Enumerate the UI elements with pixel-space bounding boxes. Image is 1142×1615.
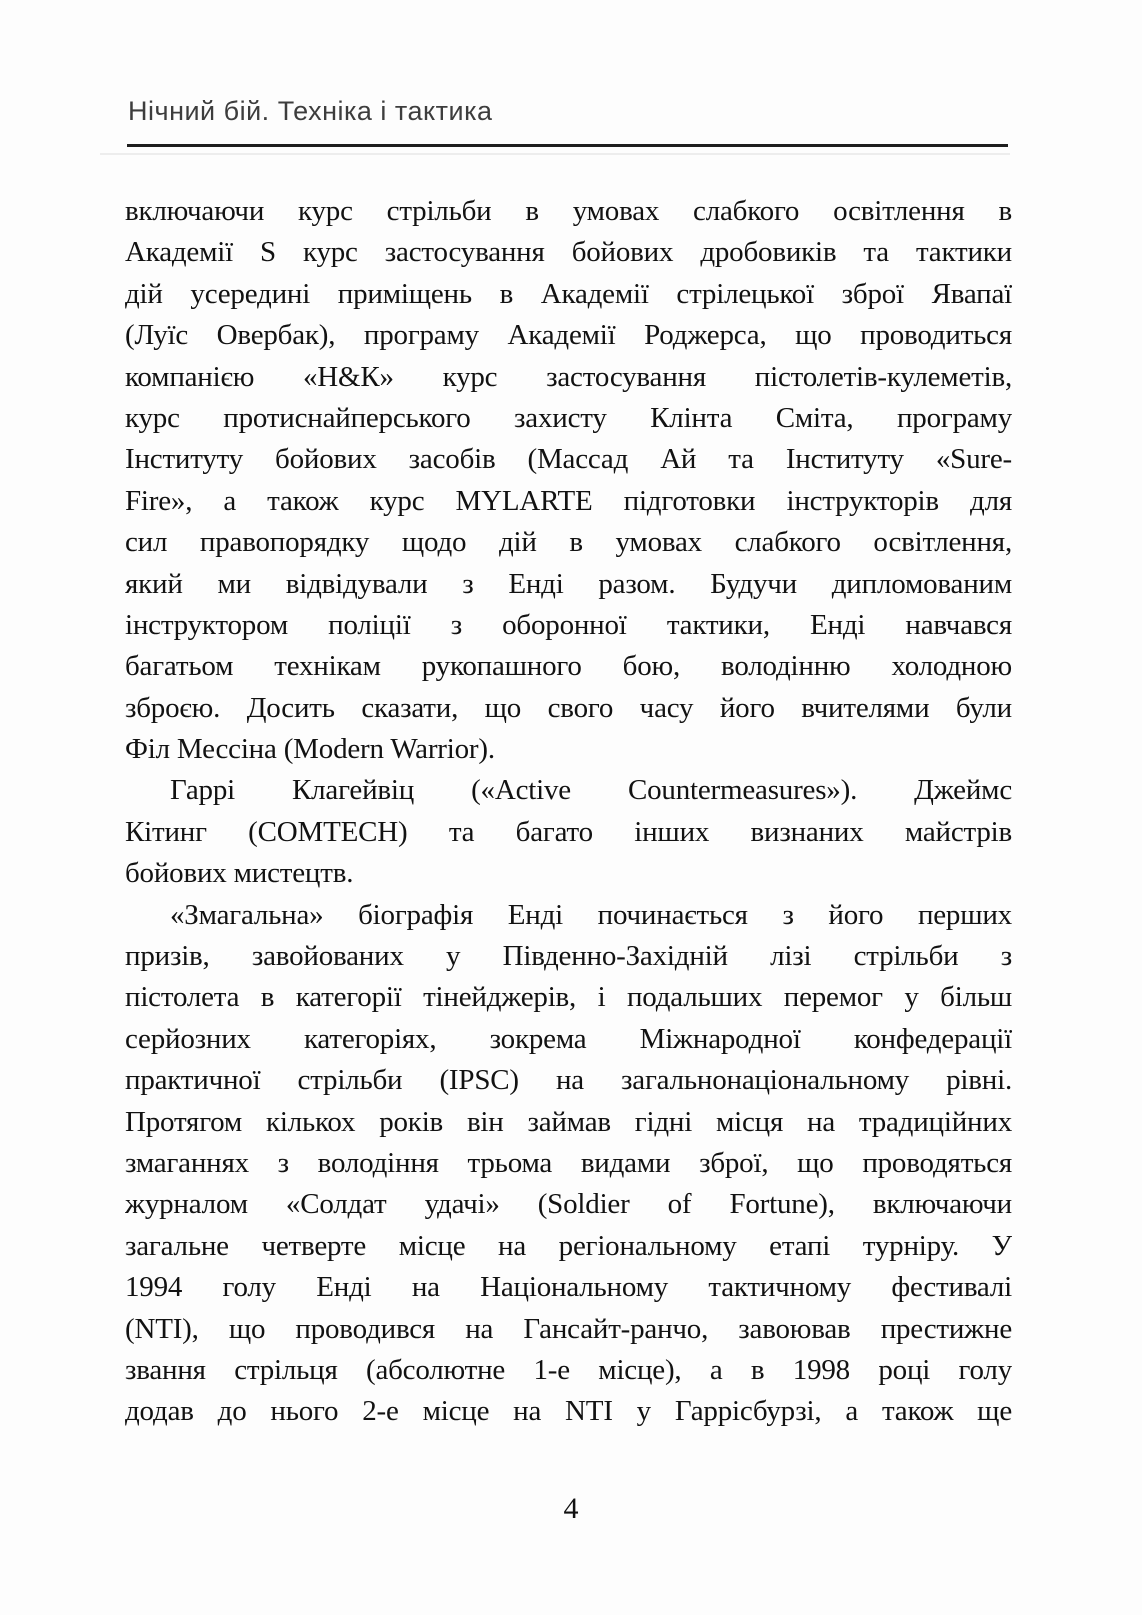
text-line: компанією «Н&К» курс застосування пістолетів-кулеметів, <box>125 360 1012 393</box>
text-line: бойових мистецтв. <box>125 857 354 890</box>
body-text <box>125 191 1012 1433</box>
text-line: журналом «Солдат удачі» (Soldier of Fortune), включаючи <box>125 1188 1012 1221</box>
paragraph <box>125 191 1012 770</box>
text-line: Протягом кількох років він займав гідні місця на традиційних <box>125 1105 1012 1138</box>
header-rule <box>127 144 1008 147</box>
text-line: Кітинг (COMTECH) та багато інших визнаних майстрів <box>125 815 1012 848</box>
text-line: який ми відвідували з Енді разом. Будучи дипломованим <box>125 567 1012 600</box>
text-line: загальне четверте місце на регіональному етапі турніру. У <box>125 1229 1012 1262</box>
text-line: сил правопорядку щодо дій в умовах слабкого освітлення, <box>125 526 1012 559</box>
text-line: (Луїс Овербак), програму Академії Роджерса, що проводиться <box>125 319 1012 352</box>
paragraph <box>125 770 1012 894</box>
text-line: змаганнях з володіння трьома видами зброї, що проводяться <box>125 1146 1012 1179</box>
paragraph <box>125 895 1012 1433</box>
header-rule-echo <box>100 153 1010 155</box>
text-line: курс протиснайперського захисту Клінта Сміта, програму <box>125 401 1012 434</box>
text-line: (NTI), що проводився на Гансайт-ранчо, завоював престижне <box>125 1312 1012 1345</box>
text-line: зброєю. Досить сказати, що свого часу його вчителями були <box>125 691 1012 724</box>
text-line: призів, завойованих у Південно-Західній лізі стрільби з <box>125 940 1012 973</box>
text-line: звання стрільця (абсолютне 1-е місце), а в 1998 році голу <box>125 1353 1012 1386</box>
text-line: Fire», а також курс MYLARTE підготовки інструкторів для <box>125 484 1012 517</box>
text-line: додав до нього 2-е місце на NTI у Гаррісбурзі, а також ще <box>125 1395 1012 1428</box>
page-number: 4 <box>563 1492 579 1525</box>
running-header: Нічний бій. Техніка і тактика <box>128 96 493 126</box>
text-line: включаючи курс стрільби в умовах слабкого освітлення в <box>125 195 1012 227</box>
text-line: «Змагальна» біографія Енді починається з його перших <box>170 898 1012 931</box>
text-line: Гаррі Клагейвіц («Active Countermeasures»). Джеймс <box>170 774 1012 807</box>
text-line: дій усередині приміщень в Академії стрілецької зброї Явапаї <box>125 277 1012 310</box>
text-line: Філ Мессіна (Modern Warrior). <box>125 733 495 766</box>
text-line: практичної стрільби (IPSC) на загальнонаціональному рівні. <box>125 1064 1012 1097</box>
text-line: пістолета в категорії тінейджерів, і подальших перемог у більш <box>125 981 1012 1014</box>
text-line: інструктором поліції з оборонної тактики, Енді навчався <box>125 608 1012 641</box>
text-line: Інституту бойових засобів (Массад Ай та Інституту «Sure- <box>125 443 1012 476</box>
text-line: 1994 голу Енді на Національному тактичному фестивалі <box>125 1271 1012 1304</box>
text-line: серйозних категоріях, зокрема Міжнародної конфедерації <box>125 1022 1012 1055</box>
text-line: багатьом технікам рукопашного бою, володінню холодною <box>125 650 1012 683</box>
text-line: Академії S курс застосування бойових дробовиків та тактики <box>125 236 1012 269</box>
